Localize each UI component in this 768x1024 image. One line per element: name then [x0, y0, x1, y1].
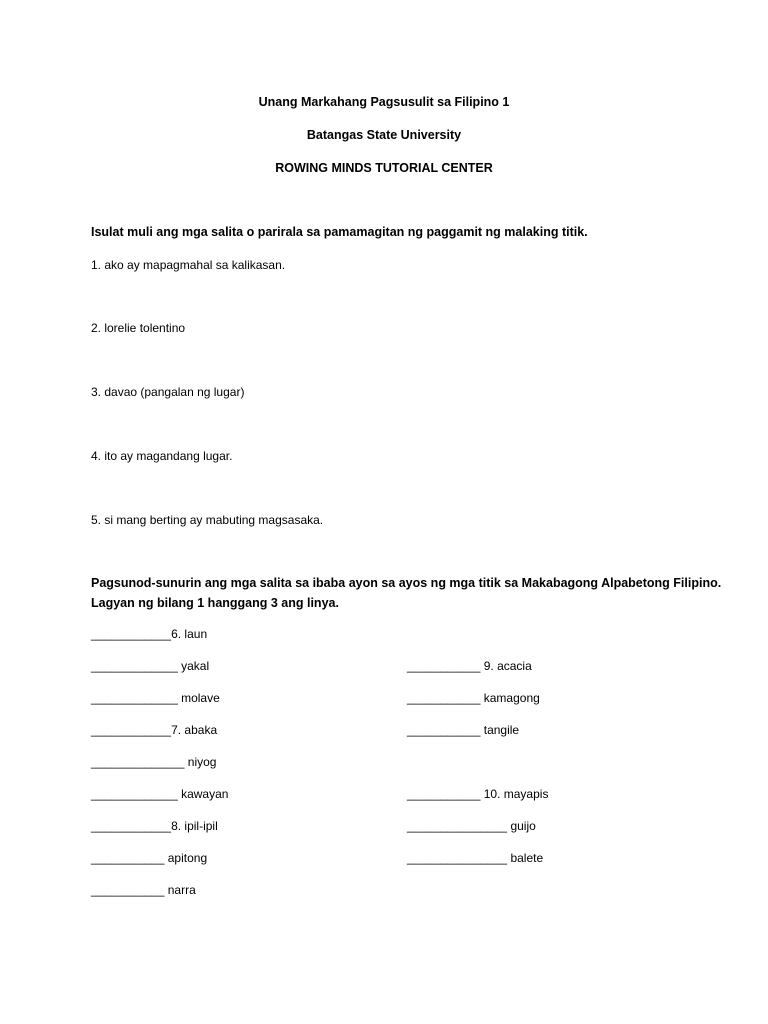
tutorial-center-name: ROWING MINDS TUTORIAL CENTER	[275, 161, 493, 175]
ordering-item-right: ___________ tangile	[407, 723, 520, 737]
ordering-item-right: ___________ kamagong	[407, 691, 540, 705]
ordering-item-left: _____________ yakal	[91, 659, 210, 673]
part2-instruction-line2: Lagyan ng bilang 1 hanggang 3 ang linya.	[91, 596, 339, 610]
ordering-item-left: ____________8. ipil-ipil	[91, 819, 218, 833]
part2-instruction-line1: Pagsunod-sunurin ang mga salita sa ibaba ayon sa ayos ng mga titik sa Makabagong Alpabetong Filipino.	[91, 576, 722, 590]
part1-item: 5. si mang berting ay mabuting magsasaka.	[91, 513, 324, 527]
ordering-item-right: ___________ 10. mayapis	[407, 787, 549, 801]
ordering-item-left: ___________ apitong	[91, 851, 208, 865]
ordering-item-right: ___________ 9. acacia	[407, 659, 532, 673]
part1-item: 1. ako ay mapagmahal sa kalikasan.	[91, 258, 286, 272]
ordering-item-left: ____________6. laun	[91, 627, 208, 641]
part1-item: 3. davao (pangalan ng lugar)	[91, 385, 245, 399]
ordering-item-left: _____________ kawayan	[91, 787, 229, 801]
ordering-item-left: _____________ molave	[91, 691, 220, 705]
ordering-item-left: ____________7. abaka	[91, 723, 218, 737]
ordering-item-right: _______________ guijo	[407, 819, 536, 833]
part1-item: 2. lorelie tolentino	[91, 321, 186, 335]
document-title: Unang Markahang Pagsusulit sa Filipino 1	[258, 95, 510, 109]
university-name: Batangas State University	[306, 128, 462, 142]
part1-item: 4. ito ay magandang lugar.	[91, 449, 233, 463]
ordering-item-left: ___________ narra	[91, 883, 196, 897]
ordering-item-left: ______________ niyog	[91, 755, 217, 769]
part1-instruction: Isulat muli ang mga salita o parirala sa pamamagitan ng paggamit ng malaking titik.	[91, 225, 588, 239]
ordering-item-right: _______________ balete	[407, 851, 544, 865]
